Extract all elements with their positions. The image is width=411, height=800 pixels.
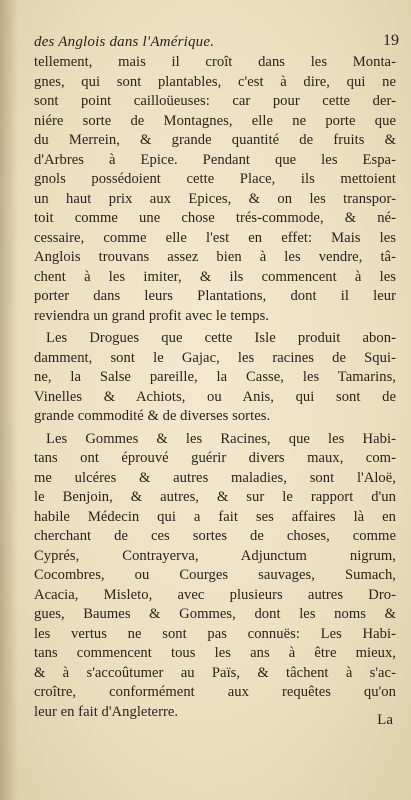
text-line: Vinelles & Achiots, ou Anis, qui sont de bbox=[34, 388, 396, 405]
running-title: des Anglois dans l'Amérique. bbox=[34, 34, 215, 50]
text-line: Les Gommes & les Racines, que les Habi- bbox=[46, 430, 396, 447]
text-line: Les Drogues que cette Isle produit abon- bbox=[46, 330, 396, 346]
text-line: sont point cailloüeuses: car pour cette der- bbox=[34, 93, 396, 109]
text-line: chent à les imiter, & ils commencent à les bbox=[34, 268, 396, 285]
text-line: Cyprés, Contrayerva, Adjunctum nigrum, bbox=[34, 547, 396, 564]
paragraph-1 bbox=[34, 53, 396, 326]
text-line: damment, sont le Gajac, les racines de Squi- bbox=[34, 349, 396, 366]
text-line: porter dans leurs Plantations, dont il leur bbox=[34, 288, 396, 304]
text-line: & à s'accoûtumer au Païs, & tâchent à s'ac- bbox=[34, 664, 396, 681]
text-line: cherchant de ces sortes de choses, comme bbox=[34, 528, 396, 544]
text-line: ne, la Salse pareille, la Casse, les Tamarins, bbox=[34, 369, 396, 385]
text-line: tans ont éprouvé guérir divers maux, com- bbox=[34, 450, 396, 466]
page-number: 19 bbox=[383, 32, 399, 49]
text-line: Anglois trouvans assez bien à les vendre, tâ- bbox=[34, 249, 396, 265]
paragraph-3 bbox=[34, 430, 396, 723]
text-line: tans commencent tous les ans à être mieux, bbox=[34, 645, 396, 661]
body-text bbox=[34, 53, 396, 722]
text-line: grande commodité & de diverses sortes. bbox=[34, 408, 271, 424]
text-line: cessaire, comme elle l'est en effet: Mais les bbox=[34, 229, 396, 246]
text-line: croître, conformément aux requêtes qu'on bbox=[34, 684, 396, 700]
text-line: le Benjoin, & autres, & sur le rapport d'un bbox=[34, 489, 396, 505]
text-line: gnols possédoient cette Place, ils mettoient bbox=[34, 171, 396, 187]
gutter-shadow bbox=[0, 0, 18, 800]
text-line: habile Médecin qui a fait ses affaires là en bbox=[34, 508, 396, 525]
catchword: La bbox=[377, 712, 393, 728]
text-line: gues, Baumes & Gommes, dont les noms & bbox=[34, 606, 396, 622]
text-line: tellement, mais il croît dans les Monta- bbox=[34, 54, 396, 70]
text-line: leur en fait d'Angleterre. bbox=[34, 703, 179, 720]
text-line: reviendra un grand profit avec le temps. bbox=[34, 307, 270, 324]
text-line: Acacia, Misleto, avec plusieurs autres Dro- bbox=[34, 586, 396, 603]
text-line: me ulcéres & autres maladies, sont l'Aloë, bbox=[34, 469, 396, 486]
text-line: les vertus ne sont pas connuës: Les Habi- bbox=[34, 625, 396, 642]
text-line: Cocombres, ou Courges sauvages, Sumach, bbox=[34, 567, 396, 583]
text-line: niére sorte de Montagnes, elle ne porte que bbox=[34, 112, 396, 129]
text-line: toit comme une chose trés-commode, & né- bbox=[34, 210, 396, 226]
text-line: du Merrein, & grande quantité de fruits & bbox=[34, 132, 396, 148]
text-line: d'Arbres à Epice. Pendant que les Espa- bbox=[34, 151, 396, 168]
text-line: un haut prix aux Epices, & on les transpor- bbox=[34, 190, 396, 207]
text-line: gnes, qui sont plantables, c'est à dire, qui ne bbox=[34, 73, 396, 90]
running-header bbox=[34, 34, 399, 54]
paragraph-2 bbox=[34, 329, 396, 427]
